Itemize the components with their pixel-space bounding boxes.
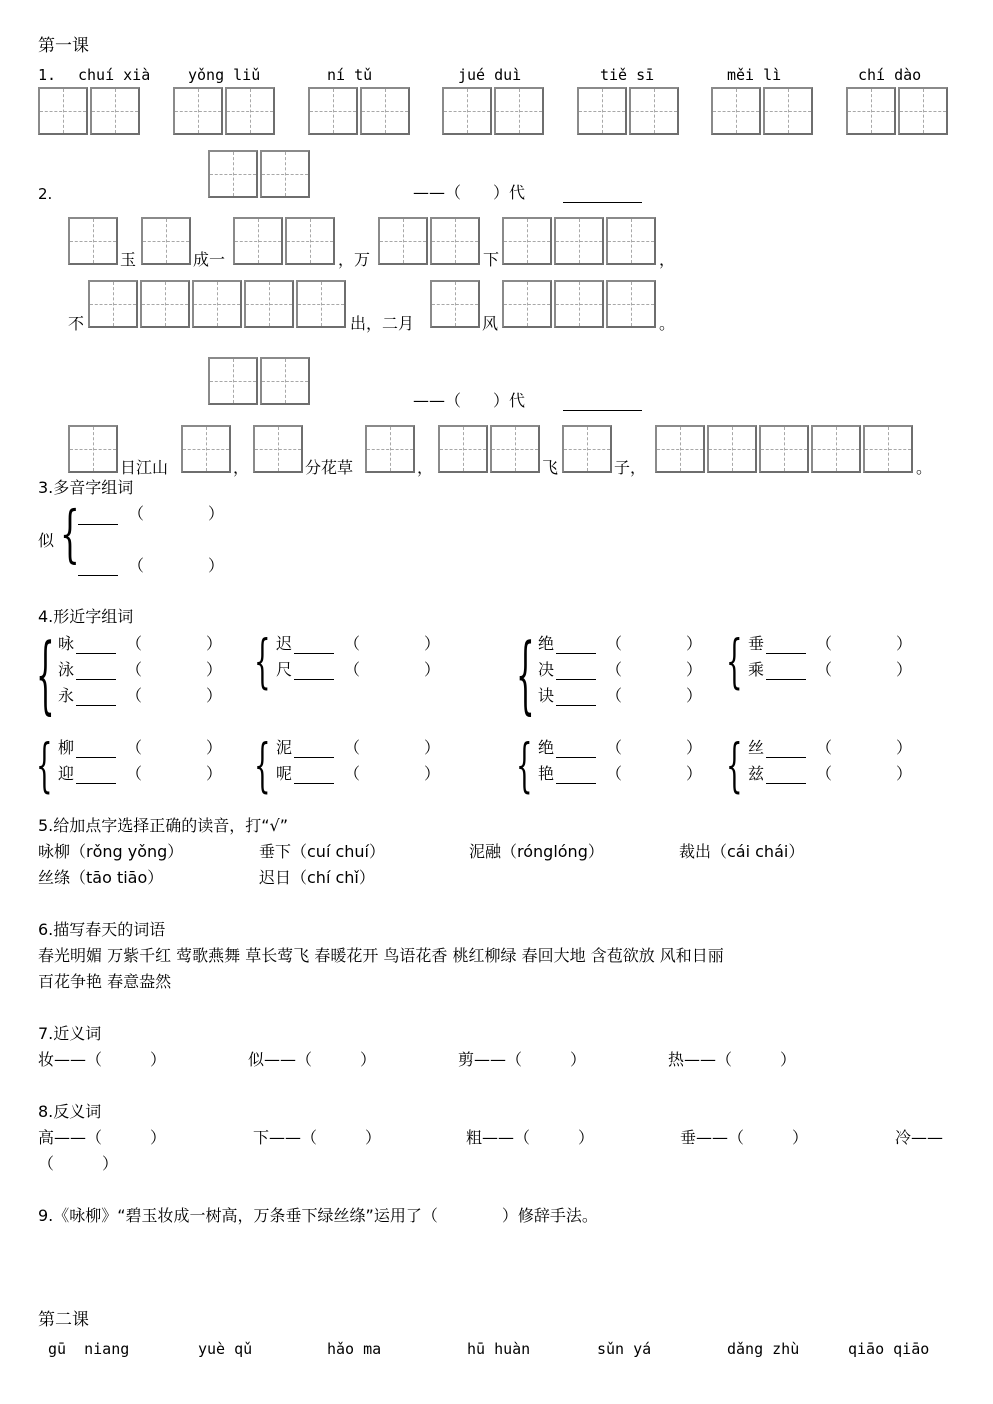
poem-cell[interactable] bbox=[68, 425, 118, 473]
q4-paren[interactable]: （ ） bbox=[126, 660, 223, 679]
q8-item[interactable]: 垂——（ ） bbox=[680, 1128, 809, 1147]
poem1-author-blank[interactable] bbox=[563, 202, 642, 203]
q4-blank[interactable] bbox=[766, 783, 806, 784]
q4-blank[interactable] bbox=[556, 757, 596, 758]
q4-blank[interactable] bbox=[76, 679, 116, 680]
writing-cell[interactable] bbox=[360, 87, 410, 135]
q4-char: 绝 bbox=[538, 738, 555, 757]
q4-paren[interactable]: （ ） bbox=[126, 686, 223, 705]
q5-item[interactable]: 迟日（chí chǐ） bbox=[259, 868, 375, 887]
q1-pinyin-1: chuí xià bbox=[78, 66, 151, 84]
q6-title: 6.描写春天的词语 bbox=[38, 920, 166, 939]
writing-cell[interactable] bbox=[711, 87, 761, 135]
q3-blank-1[interactable] bbox=[78, 524, 118, 525]
brace-icon: { bbox=[254, 627, 271, 695]
poem1-author-line: ——（ ）代 bbox=[413, 183, 526, 202]
q4-paren[interactable]: （ ） bbox=[816, 634, 913, 653]
poem-title-cell[interactable] bbox=[260, 150, 310, 198]
poem-cell[interactable] bbox=[233, 217, 283, 265]
q4-blank[interactable] bbox=[294, 653, 334, 654]
q4-blank[interactable] bbox=[294, 757, 334, 758]
q4-char: 绝 bbox=[538, 634, 555, 653]
q4-blank[interactable] bbox=[556, 679, 596, 680]
q1-pinyin-7: chí dào bbox=[858, 66, 922, 84]
poem-cell[interactable] bbox=[562, 425, 612, 473]
q4-blank[interactable] bbox=[556, 705, 596, 706]
poem-cell[interactable] bbox=[88, 280, 138, 328]
q7-item[interactable]: 剪——（ ） bbox=[458, 1050, 587, 1069]
q4-paren[interactable]: （ ） bbox=[344, 634, 441, 653]
poem-cell[interactable] bbox=[438, 425, 488, 473]
poem-cell[interactable] bbox=[606, 217, 656, 265]
q5-item[interactable]: 丝绦（tāo tiāo） bbox=[38, 868, 164, 887]
poem1-text: 风 bbox=[482, 314, 499, 333]
q3-paren-1: （ ） bbox=[128, 504, 225, 523]
poem-cell[interactable] bbox=[141, 217, 191, 265]
poem-cell[interactable] bbox=[285, 217, 335, 265]
q4-paren[interactable]: （ ） bbox=[344, 738, 441, 757]
q8-item[interactable]: 高——（ ） bbox=[38, 1128, 167, 1147]
poem-cell[interactable] bbox=[863, 425, 913, 473]
poem2-text: 。 bbox=[916, 458, 933, 477]
brace-icon: { bbox=[36, 625, 55, 723]
writing-cell[interactable] bbox=[494, 87, 544, 135]
poem-cell[interactable] bbox=[296, 280, 346, 328]
q8-title: 8.反义词 bbox=[38, 1102, 102, 1121]
q4-title: 4.形近字组词 bbox=[38, 607, 134, 626]
q8-item[interactable]: 冷—— bbox=[895, 1128, 944, 1147]
poem1-text: ， bbox=[659, 250, 676, 269]
lesson2-pinyin: dǎng zhù bbox=[727, 1340, 800, 1358]
poem-cell[interactable] bbox=[554, 280, 604, 328]
q4-paren[interactable]: （ ） bbox=[606, 738, 703, 757]
q4-char: 泥 bbox=[276, 738, 293, 757]
q4-char: 呢 bbox=[276, 764, 293, 783]
poem-cell[interactable] bbox=[707, 425, 757, 473]
q3-char: 似 bbox=[38, 531, 55, 550]
q4-char: 决 bbox=[538, 660, 555, 679]
poem2-text: 分花草 bbox=[305, 458, 354, 477]
writing-cell[interactable] bbox=[629, 87, 679, 135]
q4-char: 永 bbox=[58, 686, 75, 705]
q8-overflow[interactable]: （ ） bbox=[38, 1154, 119, 1173]
poem-cell[interactable] bbox=[655, 425, 705, 473]
poem2-text: ， bbox=[417, 458, 434, 477]
q4-paren[interactable]: （ ） bbox=[344, 660, 441, 679]
poem-cell[interactable] bbox=[811, 425, 861, 473]
poem2-text: 飞 bbox=[542, 458, 559, 477]
lesson-1-title: 第一课 bbox=[38, 36, 89, 56]
q7-item[interactable]: 热——（ ） bbox=[668, 1050, 797, 1069]
poem2-author-blank[interactable] bbox=[563, 410, 642, 411]
writing-cell[interactable] bbox=[846, 87, 896, 135]
brace-icon: { bbox=[726, 731, 743, 799]
q7-title: 7.近义词 bbox=[38, 1024, 102, 1043]
brace-icon: { bbox=[516, 731, 533, 799]
q1-number: 1. bbox=[38, 66, 57, 84]
lesson2-pinyin: sǔn yá bbox=[597, 1340, 652, 1358]
q4-blank[interactable] bbox=[556, 783, 596, 784]
q4-char: 垂 bbox=[748, 634, 765, 653]
q4-paren[interactable]: （ ） bbox=[126, 738, 223, 757]
q4-paren[interactable]: （ ） bbox=[606, 660, 703, 679]
poem-cell[interactable] bbox=[68, 217, 118, 265]
q6-words-line-1: 春光明媚 万紫千红 莺歌燕舞 草长莺飞 春暖花开 鸟语花香 桃红柳绿 春回大地 含苞欲放 风和日丽 bbox=[38, 946, 724, 965]
q4-char: 尺 bbox=[276, 660, 293, 679]
writing-cell[interactable] bbox=[763, 87, 813, 135]
poem-cell[interactable] bbox=[140, 280, 190, 328]
q5-item[interactable]: 裁出（cái chái） bbox=[679, 842, 805, 861]
writing-cell[interactable] bbox=[38, 87, 88, 135]
poem-cell[interactable] bbox=[192, 280, 242, 328]
poem1-text: 不 bbox=[68, 314, 85, 333]
writing-cell[interactable] bbox=[898, 87, 948, 135]
q4-paren[interactable]: （ ） bbox=[606, 764, 703, 783]
q4-char: 咏 bbox=[58, 634, 75, 653]
q5-item[interactable]: 垂下（cuí chuí） bbox=[259, 842, 385, 861]
writing-cell[interactable] bbox=[173, 87, 223, 135]
q4-blank[interactable] bbox=[76, 653, 116, 654]
q4-blank[interactable] bbox=[76, 705, 116, 706]
writing-cell[interactable] bbox=[442, 87, 492, 135]
brace-icon: { bbox=[516, 625, 535, 723]
brace-icon: { bbox=[726, 627, 743, 695]
q4-char: 诀 bbox=[538, 686, 555, 705]
q1-pinyin-6: měi lì bbox=[727, 66, 782, 84]
q4-blank[interactable] bbox=[76, 757, 116, 758]
q4-paren[interactable]: （ ） bbox=[606, 634, 703, 653]
poem-cell[interactable] bbox=[378, 217, 428, 265]
poem-cell[interactable] bbox=[759, 425, 809, 473]
q4-char: 艳 bbox=[538, 764, 555, 783]
q5-title: 5.给加点字选择正确的读音，打“√” bbox=[38, 816, 289, 835]
q3-paren-2: （ ） bbox=[128, 556, 225, 575]
q7-item[interactable]: 似——（ ） bbox=[248, 1050, 377, 1069]
q4-char: 兹 bbox=[748, 764, 765, 783]
poem-title-cell[interactable] bbox=[208, 150, 258, 198]
q4-blank[interactable] bbox=[766, 653, 806, 654]
q4-blank[interactable] bbox=[294, 783, 334, 784]
poem2-text: 子， bbox=[614, 458, 647, 477]
lesson2-pinyin: yuè qǔ bbox=[198, 1340, 253, 1358]
brace-icon: { bbox=[254, 731, 271, 799]
poem2-text: 日江山 bbox=[120, 458, 169, 477]
poem1-text: 。 bbox=[659, 314, 676, 333]
q4-paren[interactable]: （ ） bbox=[126, 764, 223, 783]
q4-char: 迎 bbox=[58, 764, 75, 783]
poem1-text: 下 bbox=[483, 250, 500, 269]
writing-cell[interactable] bbox=[577, 87, 627, 135]
q7-item[interactable]: 妆——（ ） bbox=[38, 1050, 167, 1069]
q9-text: 9.《咏柳》“碧玉妆成一树高，万条垂下绿丝绦”运用了（ ）修辞手法。 bbox=[38, 1206, 598, 1225]
brace-icon: { bbox=[36, 731, 53, 799]
q4-paren[interactable]: （ ） bbox=[816, 660, 913, 679]
poem-cell[interactable] bbox=[502, 280, 552, 328]
poem-title-cell[interactable] bbox=[260, 357, 310, 405]
q4-blank[interactable] bbox=[766, 679, 806, 680]
q6-words-line-2: 百花争艳 春意盎然 bbox=[38, 972, 172, 991]
poem-cell[interactable] bbox=[502, 217, 552, 265]
q8-item[interactable]: 下——（ ） bbox=[253, 1128, 382, 1147]
q4-paren[interactable]: （ ） bbox=[606, 686, 703, 705]
q4-char: 泳 bbox=[58, 660, 75, 679]
q4-paren[interactable]: （ ） bbox=[344, 764, 441, 783]
lesson2-pinyin: hǎo ma bbox=[327, 1340, 382, 1358]
q4-blank[interactable] bbox=[294, 679, 334, 680]
poem-title-cell[interactable] bbox=[208, 357, 258, 405]
poem1-text: 玉 bbox=[120, 250, 137, 269]
q4-blank[interactable] bbox=[556, 653, 596, 654]
q4-paren[interactable]: （ ） bbox=[126, 634, 223, 653]
q4-char: 迟 bbox=[276, 634, 293, 653]
q1-pinyin-5: tiě sī bbox=[600, 66, 655, 84]
poem-cell[interactable] bbox=[430, 280, 480, 328]
q2-number: 2. bbox=[38, 185, 53, 203]
q4-char: 柳 bbox=[58, 738, 75, 757]
poem-cell[interactable] bbox=[181, 425, 231, 473]
poem-cell[interactable] bbox=[253, 425, 303, 473]
poem-cell[interactable] bbox=[554, 217, 604, 265]
poem2-author-line: ——（ ）代 bbox=[413, 391, 526, 410]
q1-pinyin-2: yǒng liǔ bbox=[188, 66, 261, 84]
poem-cell[interactable] bbox=[606, 280, 656, 328]
poem1-text: 成一 bbox=[193, 250, 226, 269]
q4-char: 乘 bbox=[748, 660, 765, 679]
q8-item[interactable]: 粗——（ ） bbox=[466, 1128, 595, 1147]
q1-pinyin-4: jué duì bbox=[458, 66, 522, 84]
q4-blank[interactable] bbox=[76, 783, 116, 784]
poem-cell[interactable] bbox=[430, 217, 480, 265]
q4-char: 丝 bbox=[748, 738, 765, 757]
q3-title: 3.多音字组词 bbox=[38, 478, 134, 497]
poem-cell[interactable] bbox=[365, 425, 415, 473]
poem-cell[interactable] bbox=[490, 425, 540, 473]
q5-item[interactable]: 咏柳（rǒng yǒng） bbox=[38, 842, 184, 861]
writing-cell[interactable] bbox=[225, 87, 275, 135]
lesson2-pinyin: hū huàn bbox=[467, 1340, 531, 1358]
q4-paren[interactable]: （ ） bbox=[816, 738, 913, 757]
lesson2-pinyin: gū niang bbox=[48, 1340, 130, 1358]
lesson-2-title: 第二课 bbox=[38, 1310, 89, 1330]
q4-blank[interactable] bbox=[766, 757, 806, 758]
q1-pinyin-3: ní tǔ bbox=[327, 66, 373, 84]
poem1-text: ，万 bbox=[338, 250, 371, 269]
poem-cell[interactable] bbox=[244, 280, 294, 328]
q3-blank-2[interactable] bbox=[78, 575, 118, 576]
q5-item[interactable]: 泥融（rónglóng） bbox=[469, 842, 604, 861]
writing-cell[interactable] bbox=[308, 87, 358, 135]
poem1-text: 出，二月 bbox=[350, 314, 415, 333]
writing-cell[interactable] bbox=[90, 87, 140, 135]
poem2-text: ， bbox=[233, 458, 250, 477]
brace-icon: { bbox=[60, 497, 80, 570]
q4-paren[interactable]: （ ） bbox=[816, 764, 913, 783]
lesson2-pinyin: qiāo qiāo bbox=[848, 1340, 930, 1358]
